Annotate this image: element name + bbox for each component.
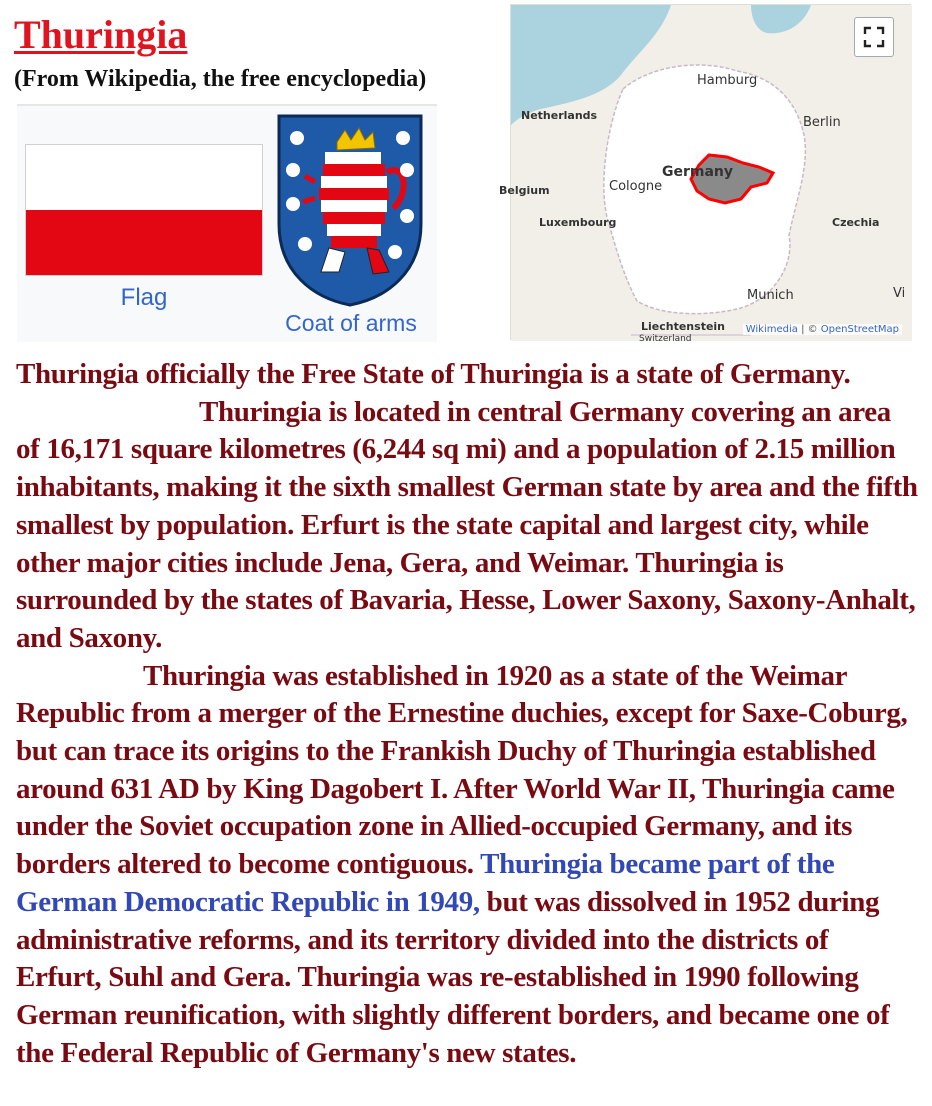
fullscreen-icon — [863, 26, 885, 48]
map-label-switzerland: Switzerland — [639, 334, 692, 344]
coat-of-arms-image[interactable] — [275, 112, 425, 308]
gdr-highlight-link[interactable]: Thuringia became part of the German Democratic Republic in 1949, — [16, 848, 835, 918]
flag-caption-link[interactable]: Flag — [120, 284, 168, 311]
wikimedia-link[interactable]: Wikimedia — [745, 324, 798, 335]
openstreetmap-link[interactable]: OpenStreetMap — [820, 324, 899, 335]
map-label-liechtenstein: Liechtenstein — [641, 320, 726, 333]
source-subtitle: (From Wikipedia, the free encyclopedia) — [14, 66, 427, 92]
map-label-berlin: Berlin — [803, 115, 841, 130]
map-label-cologne: Cologne — [609, 179, 663, 194]
map-label-germany: Germany — [662, 164, 734, 180]
intro-sentence: Thuringia officially the Free State of Thuringia is a state of Germany. — [16, 358, 851, 390]
history-paragraph-end: but was dissolved in 1952 during administrative reforms, and its territory divided into the districts of Erfurt, Suhl and Gera. Thuringia was re-established in 1990 following German reunification, with slightly different borders, and became one of the Federal Republic of Germany's new states. — [16, 885, 890, 1069]
flag-red-stripe — [26, 210, 262, 275]
map-label-netherlands: Netherlands — [521, 109, 598, 122]
map-label-vienna: Vi — [893, 286, 906, 301]
geography-paragraph: Thuringia is located in central Germany covering an area of 16,171 square kilometres (6,244 sq mi) and a population of 2.15 million inhabitants, making it the sixth smallest German state by area and the fifth smallest by population. Erfurt is the state capital and largest city, while other major cities include Jena, Gera, and Weimar. Thuringia is surrounded by the states of Bavaria, Hesse, Lower Saxony, Saxony-Anhalt, and Saxony. — [16, 395, 918, 654]
map-label-czechia: Czechia — [832, 216, 880, 229]
map-label-hamburg: Hamburg — [697, 73, 758, 88]
flag-white-stripe — [26, 145, 262, 210]
article-body — [16, 356, 920, 1072]
coat-of-arms-caption-link[interactable]: Coat of arms — [285, 310, 417, 336]
map-attribution — [743, 324, 902, 335]
map-label-belgium: Belgium — [499, 184, 550, 197]
flag-image[interactable] — [25, 144, 263, 276]
location-map[interactable] — [499, 4, 911, 344]
map-label-luxembourg: Luxembourg — [539, 216, 617, 229]
attribution-separator: | © — [797, 324, 821, 335]
page-title: Thuringia — [14, 12, 188, 57]
state-symbols-panel — [17, 104, 437, 342]
history-paragraph-start: Thuringia was established in 1920 as a state of the Weimar Republic from a merger of the Ernestine duchies, except for Saxe-Coburg, but can trace its origins to the Frankish Duchy of Thuringia established around 631 AD by King Dagobert I. After World War II, Thuringia came under the Soviet occupation zone in Allied-occupied Germany, and its borders altered to become contiguous. — [16, 659, 908, 881]
map-label-munich: Munich — [747, 288, 794, 303]
fullscreen-button[interactable] — [854, 17, 894, 57]
